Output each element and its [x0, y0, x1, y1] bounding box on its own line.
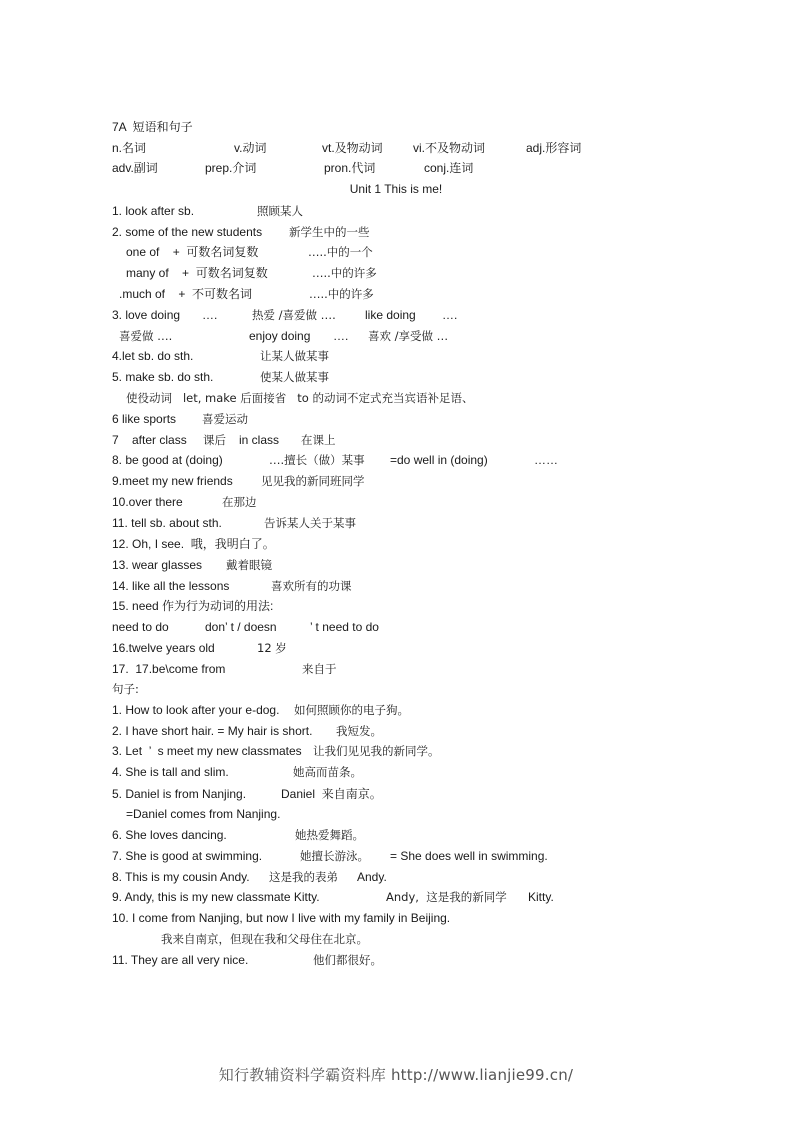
unit-title-text: Unit 1 This is me! [349, 182, 443, 196]
sentence-zh: 让我们见见我的新同学。 [313, 744, 440, 758]
sentence-en: 2. I have short hair. = My hair is short. [112, 724, 313, 738]
phrase-en: 1. look after sb. [112, 204, 195, 218]
phrase-en: 12. Oh, I see. 哦，我明白了。 [112, 537, 275, 551]
phrase-en: 3. love doing [112, 308, 181, 322]
sentence-en: 6. She loves dancing. [112, 828, 227, 842]
sentence-zh: 我来自南京，但现在我和父母住在北京。 [161, 932, 368, 946]
sentence-en: 7. She is good at swimming. [112, 849, 263, 863]
pos-verb: v.动词 [234, 141, 267, 155]
sentence-en: 9. Andy, this is my new classmate Kitty. [112, 890, 320, 904]
sentence-zh: 她高而苗条。 [293, 765, 362, 779]
phrase-en-2: like doing [365, 308, 416, 322]
sentence-en: 10. I come from Nanjing, but now I live with my family in Beijing. [112, 911, 451, 925]
phrase-en-2: in class [239, 433, 280, 447]
sentence-en: =Daniel comes from Nanjing. [126, 807, 281, 821]
sentence-zh: 如何照顾你的电子狗。 [294, 703, 409, 717]
pos-vi: vi.不及物动词 [413, 141, 486, 155]
phrase-zh: …..中的许多 [312, 266, 377, 280]
sentence-zh: 这是我的表弟 [269, 870, 338, 884]
sentence-en: 8. This is my cousin Andy. [112, 870, 250, 884]
phrase-zh: 在那边 [222, 495, 257, 509]
sentence-en-2: Andy. [357, 870, 387, 884]
phrase-zh: 12 岁 [257, 641, 287, 655]
watermark-text: 知行教辅资料学霸资料库 http://www.lianjie99.cn/ [218, 1066, 574, 1084]
phrase-zh: 照顾某人 [257, 204, 303, 218]
phrase-zh: …..中的一个 [308, 245, 373, 259]
sentence-zh: 他们都很好。 [313, 953, 382, 967]
phrase-zh: 热爱 /喜爱做 …. [252, 308, 336, 322]
phrase-en: 7 after class [112, 433, 187, 447]
phrase-en: 6 like sports [112, 412, 177, 426]
phrase-zh-2: 在课上 [301, 433, 336, 447]
phrase-zh: 喜爱做 …. [119, 329, 173, 343]
phrase-zh: 来自于 [302, 662, 337, 676]
sentence-en: 5. Daniel is from Nanjing. [112, 787, 247, 801]
pos-pron: pron.代词 [324, 161, 376, 175]
phrase-ellipsis: …. [333, 329, 349, 343]
phrase-zh: …..中的许多 [309, 287, 374, 301]
sentence-zh: 她擅长游泳。 [300, 849, 369, 863]
title-text: 7A 短语和句子 [112, 120, 193, 134]
pos-vt: vt.及物动词 [322, 141, 383, 155]
sentences-label: 句子: [112, 682, 139, 696]
sentence-en-2: Kitty. [528, 890, 554, 904]
phrase-en: 5. make sb. do sth. [112, 370, 214, 384]
phrase-en: enjoy doing [249, 329, 311, 343]
phrase-zh: 见见我的新同班同学 [261, 474, 365, 488]
phrase-en: 10.over there [112, 495, 183, 509]
phrase-zh: 新学生中的一些 [289, 225, 370, 239]
sentence-en: 1. How to look after your e-dog. [112, 703, 280, 717]
sentence-en: 4. She is tall and slim. [112, 765, 229, 779]
phrase-en: 9.meet my new friends [112, 474, 233, 488]
phrase-en: 11. tell sb. about sth. [112, 516, 222, 530]
pos-adv: adv.副词 [112, 161, 158, 175]
pos-prep: prep.介词 [205, 161, 257, 175]
phrase-ellipsis: …. [202, 308, 218, 322]
phrase-note-text: 使役动词 let, make 后面接省 to 的动词不定式充当宾语补足语、 [126, 391, 474, 405]
phrase-en: 13. wear glasses [112, 558, 203, 572]
pos-noun: n.名词 [112, 141, 147, 155]
phrase-en: 4.let sb. do sth. [112, 349, 194, 363]
pos-adj: adj.形容词 [526, 141, 582, 155]
phrase-en: 16.twelve years old [112, 641, 215, 655]
phrase-zh-2: 喜欢 /享受做 … [368, 329, 449, 343]
footer-watermark [0, 1064, 792, 1085]
unit-title [0, 182, 792, 196]
sentence-zh: 她热爱舞蹈。 [295, 828, 364, 842]
sentence-zh: Daniel 来自南京。 [281, 787, 382, 801]
sentence-en-2: = She does well in swimming. [390, 849, 548, 863]
phrase-en: need to do [112, 620, 169, 634]
phrase-ellipsis: …… [534, 453, 558, 467]
phrase-zh: 告诉某人关于某事 [264, 516, 356, 530]
phrase-en-2: =do well in (doing) [390, 453, 488, 467]
sentence-zh: 我短发。 [336, 724, 382, 738]
phrase-zh: 戴着眼镜 [226, 558, 272, 572]
phrase-zh: 喜欢所有的功课 [271, 579, 352, 593]
pos-conj: conj.连词 [424, 161, 474, 175]
phrase-en: many of + 可数名词复数 [126, 266, 268, 280]
phrase-en: 17. 17.be\come from [112, 662, 226, 676]
phrase-en: 14. like all the lessons [112, 579, 230, 593]
phrase-en: 15. need 作为行为动词的用法: [112, 599, 274, 613]
phrase-en: .much of + 不可数名词 [119, 287, 253, 301]
phrase-zh: 课后 [203, 433, 226, 447]
phrase-zh: 让某人做某事 [260, 349, 329, 363]
sentence-zh: Andy, 这是我的新同学 [386, 890, 507, 904]
sentence-en: 11. They are all very nice. [112, 953, 249, 967]
phrase-en: 8. be good at (doing) [112, 453, 223, 467]
phrase-en: one of + 可数名词复数 [126, 245, 259, 259]
phrase-ellipsis: …. [442, 308, 458, 322]
sentence-row [112, 953, 382, 995]
phrase-en-2: don’ t / doesn [205, 620, 277, 634]
phrase-zh: 喜爱运动 [202, 412, 248, 426]
phrase-en: 2. some of the new students [112, 225, 263, 239]
sentence-en: 3. Let ’ s meet my new classmates [112, 744, 302, 758]
phrase-en-3: ’ t need to do [310, 620, 379, 634]
phrase-zh: ….擅长（做）某事 [269, 453, 365, 467]
phrase-zh: 使某人做某事 [260, 370, 329, 384]
